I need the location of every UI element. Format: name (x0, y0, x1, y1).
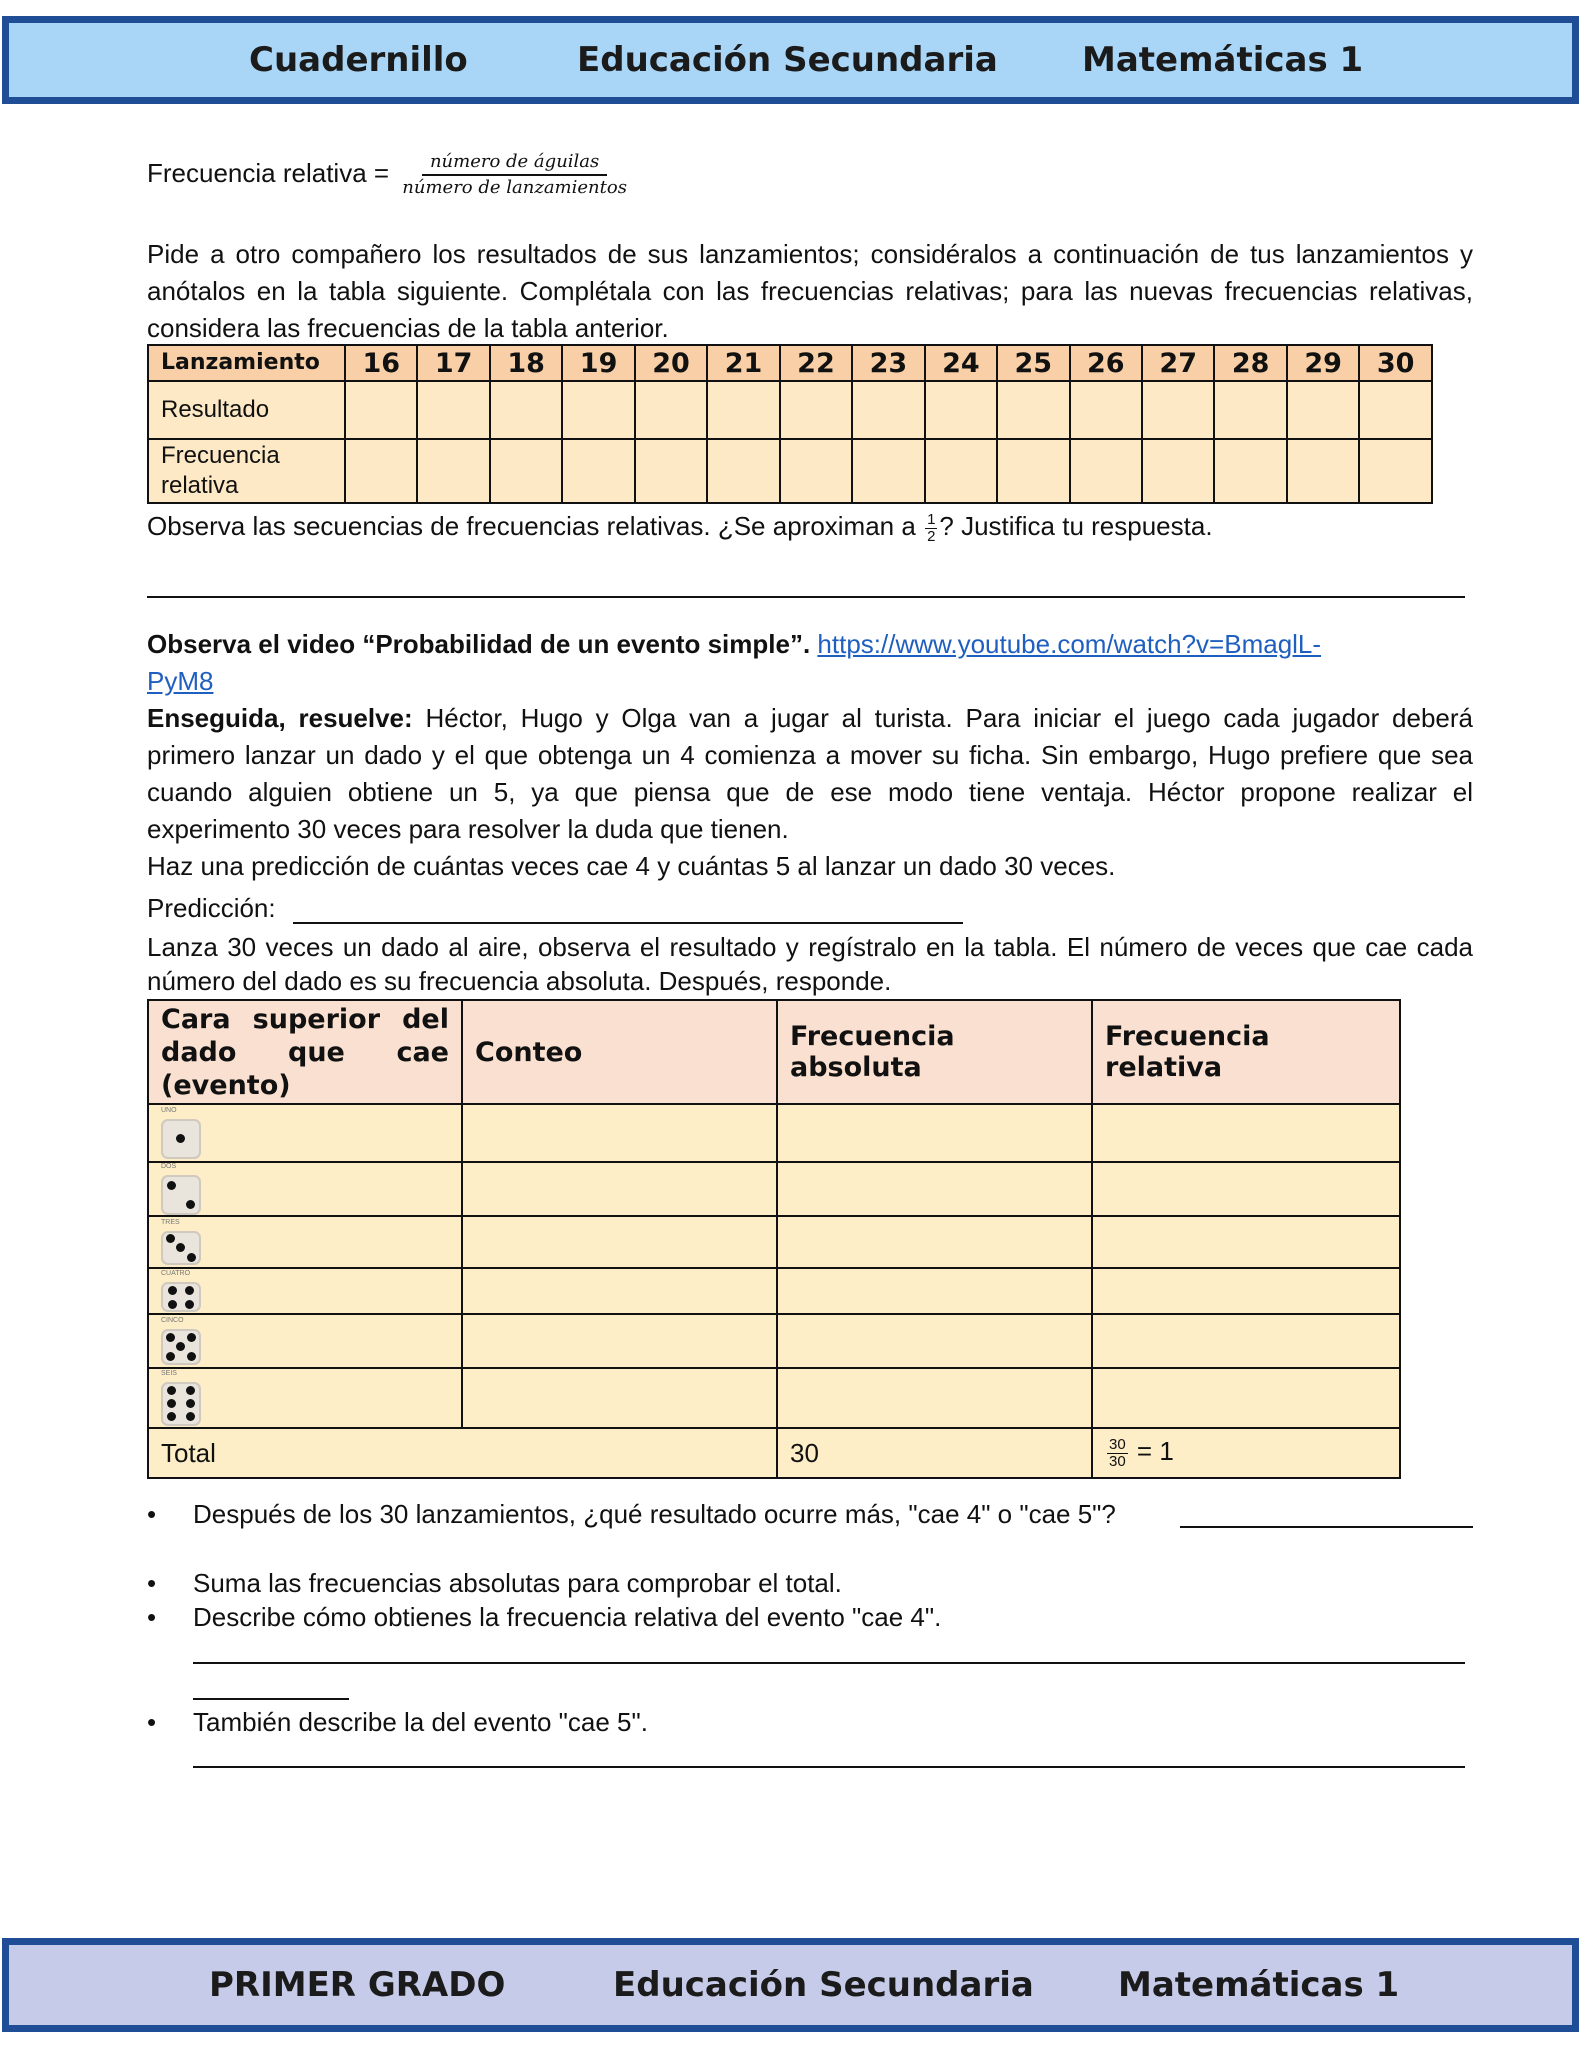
formula-denominator: número de lanzamientos (402, 177, 627, 198)
table2-cell[interactable] (777, 1216, 1092, 1268)
table1-cell[interactable] (707, 381, 779, 439)
die-cell (148, 1368, 462, 1428)
table2-cell[interactable] (777, 1268, 1092, 1314)
table1-cell[interactable] (1214, 381, 1286, 439)
table2-cell[interactable] (462, 1314, 777, 1368)
question-3-text: Describe cómo obtienes la frecuencia relativa del evento "cae 4". (193, 1602, 942, 1632)
table1-header-label: Lanzamiento (148, 345, 345, 381)
table1-cell[interactable] (417, 381, 489, 439)
page-footer (2, 1938, 1579, 2032)
table1-cell[interactable] (852, 439, 924, 503)
die-six-icon (161, 1382, 201, 1426)
throw-instruction: Lanza 30 veces un dado al aire, observa el resultado y regístralo en la tabla. El número de veces que cae cada número del dado es su frecuencia absoluta. Después, responde. (147, 932, 1473, 996)
table1-col: 20 (635, 345, 707, 381)
table1-cell[interactable] (852, 381, 924, 439)
table1-col: 17 (417, 345, 489, 381)
table1-col: 30 (1359, 345, 1432, 381)
video-link-part-a[interactable]: https://www.youtube.com/watch?v=BmaglL- (817, 629, 1322, 659)
table1-col: 21 (707, 345, 779, 381)
total-fraction-result: = 1 (1136, 1436, 1174, 1467)
fraction-numerator: 1 (927, 510, 936, 528)
table1-col: 26 (1070, 345, 1142, 381)
die-caption: UNO (161, 1107, 177, 1114)
table1-col: 28 (1214, 345, 1286, 381)
table2-cell[interactable] (777, 1162, 1092, 1216)
question-4-answer-line[interactable] (193, 1766, 1465, 1768)
die-three-icon (161, 1231, 201, 1265)
die-caption: CUATRO (161, 1270, 191, 1277)
table1-row2-label-a: Frecuencia (161, 442, 280, 469)
table2-header-event (148, 1000, 462, 1104)
table1-col: 25 (997, 345, 1069, 381)
question-list-3 (147, 1704, 1473, 1741)
footer-right: Matemáticas 1 (1118, 1965, 1400, 2005)
prediction-answer-line[interactable] (293, 922, 963, 924)
table1-row-frecuencia-label (148, 439, 345, 503)
table1-cell[interactable] (345, 439, 417, 503)
table2-cell[interactable] (777, 1368, 1092, 1428)
prediction-instruction: Haz una predicción de cuántas veces cae 4 y cuántas 5 al lanzar un dado 30 veces. (147, 851, 1116, 881)
table2-cell[interactable] (777, 1104, 1092, 1162)
table1-cell[interactable] (1070, 439, 1142, 503)
total-relative (1092, 1428, 1400, 1478)
table1-cell[interactable] (345, 381, 417, 439)
table1-cell[interactable] (997, 381, 1069, 439)
table1-cell[interactable] (1287, 381, 1359, 439)
prediction-label: Predicción: (147, 893, 276, 923)
table1-cell[interactable] (490, 439, 562, 503)
table2-header-abs: Frecuencia absoluta (777, 1000, 1092, 1104)
resolve-text: Héctor, Hugo y Olga van a jugar al turista. Para iniciar el juego cada jugador deberá primero lanzar un dado y el que obtenga un 4 comienza a mover su ficha. Sin embargo, Hugo prefiere que sea cuando alguien obtiene un 5, ya que piensa que de ese modo tiene ventaja. Héctor propone realizar el experimento 30 veces para resolver la duda que tienen. (147, 703, 1473, 844)
table2-cell[interactable] (462, 1216, 777, 1268)
table1-col: 23 (852, 345, 924, 381)
die-cell (148, 1162, 462, 1216)
header-center: Educación Secundaria (577, 40, 998, 80)
table2-cell[interactable] (462, 1104, 777, 1162)
question-list-2 (147, 1566, 1473, 1634)
die-caption: CINCO (161, 1317, 184, 1324)
instructions-paragraph: Pide a otro compañero los resultados de sus lanzamientos; considéralos a continuación de tus lanzamientos y anótalos en la tabla siguiente. Complétala con las frecuencias relativas; para las nuevas frecuencias relativas, considera las frecuencias de la tabla anterior. (147, 239, 1473, 343)
table1-col: 18 (490, 345, 562, 381)
table2-cell[interactable] (1092, 1162, 1400, 1216)
footer-left: PRIMER GRADO (209, 1965, 506, 2005)
page-header (2, 16, 1579, 104)
table2-header-event-line1: Cara superior del (161, 1003, 449, 1035)
die-cell (148, 1216, 462, 1268)
die-caption: DOS (161, 1163, 177, 1170)
table1-col: 16 (345, 345, 417, 381)
table1-cell[interactable] (1142, 439, 1214, 503)
one-half-fraction (925, 512, 937, 545)
question-1-text: Después de los 30 lanzamientos, ¿qué resultado ocurre más, "cae 4" o "cae 5"? (193, 1499, 1116, 1529)
table1-cell[interactable] (635, 381, 707, 439)
dice-frequency-table (147, 999, 1401, 1479)
table1-cell[interactable] (1070, 381, 1142, 439)
table2-cell[interactable] (1092, 1368, 1400, 1428)
question-2 (147, 1566, 1473, 1600)
fraction-denominator: 2 (927, 527, 936, 545)
die-four-icon (161, 1282, 201, 1312)
table1-cell[interactable] (635, 439, 707, 503)
die-cell (148, 1104, 462, 1162)
die-caption: TRES (161, 1219, 180, 1226)
table1-cell[interactable] (1214, 439, 1286, 503)
table2-cell[interactable] (1092, 1314, 1400, 1368)
table1-row-resultado-label: Resultado (148, 381, 345, 439)
table2-header-event-line3: (evento) (161, 1069, 291, 1101)
table1-cell[interactable] (997, 439, 1069, 503)
resolve-label: Enseguida, resuelve: (147, 703, 413, 733)
table2-header-event-line2: dado que cae (161, 1036, 449, 1068)
observe-text-after: ? Justifica tu respuesta. (939, 511, 1213, 541)
question-3-answer-line[interactable] (193, 1662, 1465, 1664)
problem-paragraph (147, 700, 1473, 848)
table1-cell[interactable] (925, 439, 997, 503)
table1-cell[interactable] (490, 381, 562, 439)
formula-numerator: número de águilas (422, 150, 607, 176)
die-cell (148, 1314, 462, 1368)
table1-cell[interactable] (1359, 381, 1432, 439)
table2-cell[interactable] (1092, 1216, 1400, 1268)
die-two-icon (161, 1175, 201, 1215)
table2-cell[interactable] (777, 1314, 1092, 1368)
total-fraction-den: 30 (1109, 1452, 1126, 1470)
die-one-icon (161, 1119, 201, 1159)
table2-cell[interactable] (462, 1268, 777, 1314)
table2-cell[interactable] (462, 1162, 777, 1216)
die-five-icon (161, 1329, 201, 1365)
question-3-answer-line-2[interactable] (193, 1698, 349, 1700)
total-absolute: 30 (777, 1428, 1092, 1478)
question-1-answer-line[interactable] (1180, 1526, 1473, 1528)
header-left: Cuadernillo (249, 40, 468, 80)
table1-col: 19 (562, 345, 634, 381)
table1-col: 27 (1142, 345, 1214, 381)
table1-cell[interactable] (780, 439, 852, 503)
formula-fraction (402, 150, 627, 200)
video-instruction: Observa el video “Probabilidad de un evento simple”. (147, 629, 811, 659)
table1-row2-label-b: relativa (161, 472, 239, 499)
question-3 (147, 1600, 1473, 1634)
table2-header-rel: Frecuencia relativa (1092, 1000, 1400, 1104)
header-right: Matemáticas 1 (1082, 40, 1364, 80)
question-4 (147, 1704, 1473, 1741)
table1-cell[interactable] (562, 439, 634, 503)
table1-cell[interactable] (707, 439, 779, 503)
total-label: Total (148, 1428, 777, 1478)
table1-col: 22 (780, 345, 852, 381)
video-paragraph (147, 626, 1473, 700)
table1-cell[interactable] (780, 381, 852, 439)
table2-cell[interactable] (1092, 1268, 1400, 1314)
table1-col: 29 (1287, 345, 1359, 381)
table1-col: 24 (925, 345, 997, 381)
table1-cell[interactable] (1287, 439, 1359, 503)
table1-cell[interactable] (562, 381, 634, 439)
table1-cell[interactable] (417, 439, 489, 503)
observe-question (147, 508, 1473, 545)
table2-cell[interactable] (462, 1368, 777, 1428)
table1-cell[interactable] (1142, 381, 1214, 439)
total-fraction-num: 30 (1109, 1435, 1126, 1453)
question-4-text: También describe la del evento "cae 5". (193, 1707, 648, 1737)
table1-cell[interactable] (1359, 439, 1432, 503)
table2-cell[interactable] (1092, 1104, 1400, 1162)
die-caption: SEIS (161, 1370, 177, 1377)
footer-center: Educación Secundaria (613, 1965, 1034, 2005)
frequency-table-1 (147, 344, 1433, 504)
answer-line[interactable] (147, 596, 1465, 598)
table1-cell[interactable] (925, 381, 997, 439)
observe-text-before: Observa las secuencias de frecuencias relativas. ¿Se aproximan a (147, 511, 916, 541)
table2-header-conteo: Conteo (462, 1000, 777, 1104)
question-2-text: Suma las frecuencias absolutas para comprobar el total. (193, 1568, 842, 1598)
die-cell (148, 1268, 462, 1314)
formula (147, 150, 1473, 200)
formula-label: Frecuencia relativa = (147, 157, 390, 188)
video-link-part-b[interactable]: PyM8 (147, 666, 214, 696)
total-fraction (1107, 1437, 1128, 1470)
